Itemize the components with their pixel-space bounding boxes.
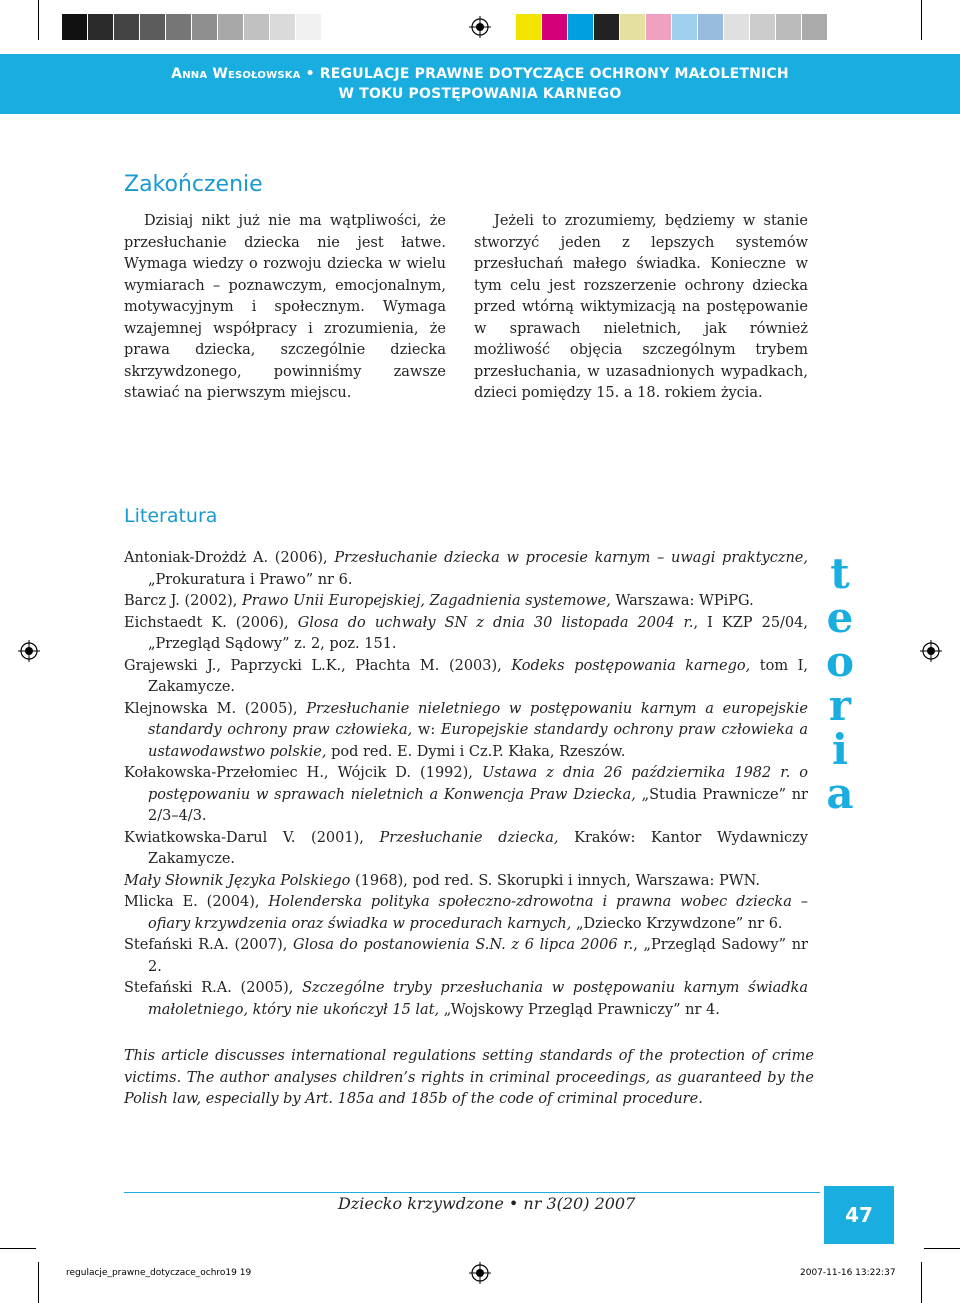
reference-text: Kraków: Kantor Wydawniczy Zakamycze. <box>148 829 808 867</box>
color-swatch <box>166 14 192 40</box>
footer-rule <box>124 1192 820 1193</box>
reference-text: Mlicka E. (2004), <box>124 894 269 910</box>
color-swatch <box>88 14 114 40</box>
reference-text: tom I, Zakamycze. <box>148 657 809 695</box>
header-author: Anna Wesołowska <box>171 66 301 82</box>
color-swatch <box>296 14 322 40</box>
color-swatch <box>140 14 166 40</box>
reference-title: Kodeks postępowania karnego, <box>511 657 751 674</box>
color-swatch <box>698 14 724 40</box>
reference-item <box>124 935 808 978</box>
reference-text: Kwiatkowska-Darul V. (2001), <box>124 829 380 846</box>
section-label-letter: i <box>832 725 848 774</box>
print-slug-filename: regulacje_prawne_dotyczace_ochro19 19 <box>66 1268 252 1278</box>
conclusion-heading: Zakończenie <box>124 172 263 197</box>
color-swatch <box>672 14 698 40</box>
crop-mark <box>921 1262 922 1303</box>
reference-item <box>124 892 808 935</box>
page-number: 47 <box>824 1186 894 1244</box>
color-swatch <box>62 14 88 40</box>
section-label-letter: e <box>826 593 854 642</box>
reference-item <box>124 978 808 1021</box>
color-swatch <box>244 14 270 40</box>
conclusion-left-column <box>124 211 446 405</box>
running-header <box>0 54 960 114</box>
section-label-letter: t <box>830 549 850 598</box>
color-swatch <box>620 14 646 40</box>
reference-item <box>124 828 808 871</box>
footer-journal: Dziecko krzywdzone • nr 3(20) 2007 <box>338 1194 636 1213</box>
conclusion-paragraph-left: Dzisiaj nikt już nie ma wątpliwości, że przesłuchanie dziecka nie jest łatwe. Wymaga wiedzy o rozwoju dziecka w wielu wymiarach – poznawczym, emocjonalnym, motywacyjnym i społecznym. Wymaga wzajemnej współpracy i zrozumienia, że prawa dziecka, szczególnie dziecka skrzywdzonego, powinniśmy zawsze stawiać na pierwszym miejscu. <box>124 213 446 401</box>
reference-text: „Studia Prawnicze” nr 2/3–4/3. <box>148 786 808 824</box>
print-slug-timestamp: 2007-11-16 13:22:37 <box>800 1268 896 1278</box>
registration-mark-icon <box>18 640 40 662</box>
reference-item <box>124 548 808 591</box>
reference-item <box>124 763 808 828</box>
reference-text: „Wojskowy Przegląd Prawniczy” nr 4. <box>439 1001 720 1018</box>
header-separator: • <box>305 66 315 82</box>
color-swatch <box>750 14 776 40</box>
reference-text: „Dziecko Krzywdzone” nr 6. <box>571 915 783 932</box>
reference-text: Warszawa: WPiPG. <box>610 593 754 609</box>
reference-text: Eichstaedt K. (2006), <box>124 614 298 631</box>
reference-text: , „Przegląd Sadowy” nr 2. <box>148 937 808 975</box>
reference-text: Kołakowska-Przełomiec H., Wójcik D. (1992), <box>124 765 482 781</box>
reference-text: Klejnowska M. (2005), <box>124 700 307 717</box>
color-swatch <box>114 14 140 40</box>
color-swatch <box>270 14 296 40</box>
reference-title: Prawo Unii Europejskiej, Zagadnienia systemowe, <box>241 593 611 609</box>
section-label-vertical <box>812 549 868 818</box>
reference-title: Glosa do postanowienia S.N. z 6 lipca 2006 r. <box>293 937 634 953</box>
english-abstract: This article discusses international regulations setting standards of the protection of crime victims. The author analyses children’s rights in criminal proceedings, as guaranteed by the Polish law, especially by Art. 185a and 185b of the code of criminal procedure. <box>124 1048 814 1107</box>
reference-text: , I KZP 25/04, „Przegląd Sądowy” z. 2, poz. 151. <box>148 614 808 652</box>
reference-text: Barcz J. (2002), <box>124 593 242 609</box>
color-swatch <box>802 14 828 40</box>
header-title: REGULACJE PRAWNE DOTYCZĄCE OCHRONY MAŁOLETNICH <box>319 66 789 82</box>
reference-text: (1968), pod red. S. Skorupki i innych, Warszawa: PWN. <box>350 872 760 889</box>
registration-mark-icon <box>469 1262 491 1284</box>
conclusion-right-column <box>474 211 808 405</box>
reference-item <box>124 871 808 893</box>
reference-title: Europejskie standardy ochrony praw człowieka a ustawodawstwo polskie, <box>148 722 808 760</box>
crop-mark <box>921 0 922 40</box>
crop-mark <box>38 0 39 40</box>
reference-text: „Prokuratura i Prawo” nr 6. <box>148 571 353 588</box>
color-swatch <box>516 14 542 40</box>
crop-mark <box>924 1248 960 1249</box>
color-swatch <box>218 14 244 40</box>
color-swatch <box>568 14 594 40</box>
color-swatch <box>646 14 672 40</box>
color-swatch <box>542 14 568 40</box>
registration-mark-icon <box>920 640 942 662</box>
crop-mark <box>38 1262 39 1303</box>
reference-title: Glosa do uchwały SN z dnia 30 listopada 2004 r. <box>297 614 694 631</box>
color-bar-cmyk <box>516 14 828 40</box>
header-title-line1 <box>0 66 960 82</box>
literature-heading: Literatura <box>124 505 218 527</box>
color-swatch <box>776 14 802 40</box>
reference-item <box>124 613 808 656</box>
reference-text: Grajewski J., Paprzycki L.K., Płachta M. (2003), <box>124 657 512 674</box>
reference-title: Holenderska polityka społeczno-zdrowotna i prawna wobec dziecka – ofiary krzywdzenia oraz świadka w procedurach karnych, <box>148 894 808 932</box>
color-swatch <box>724 14 750 40</box>
section-label-letter: a <box>826 769 854 818</box>
registration-mark-icon <box>469 16 491 38</box>
reference-item <box>124 699 808 764</box>
reference-title: Mały Słownik Języka Polskiego <box>124 872 351 889</box>
reference-title: Przesłuchanie nieletniego w postępowaniu karnym a europejskie standardy ochrony praw człowieka, <box>148 700 808 738</box>
color-swatch <box>192 14 218 40</box>
reference-text: w: <box>412 722 441 738</box>
header-title-line2: W TOKU POSTĘPOWANIA KARNEGO <box>338 86 622 102</box>
reference-text: Stefański R.A. (2005), <box>124 980 303 996</box>
reference-title: Ustawa z dnia 26 października 1982 r. o postępowaniu w sprawach nieletnich a Konwencja Praw Dziecka, <box>148 765 808 803</box>
color-bar-grayscale <box>62 14 322 40</box>
conclusion-paragraph-right: Jeżeli to zrozumiemy, będziemy w stanie stworzyć jeden z lepszych systemów przesłuchań małego świadka. Konieczne w tym celu jest rozszerzenie ochrony dziecka przed wtórną wiktymizacją na postępowanie w sprawach nieletnich, jak również możliwość objęcia szczególnym trybem przesłuchania, w uzasadnionych wypadkach, dzieci pomiędzy 15. a 18. rokiem życia. <box>474 213 808 401</box>
reference-text: Antoniak-Drożdż A. (2006), <box>124 550 335 566</box>
reference-list <box>124 548 808 1021</box>
section-label-letter: o <box>825 637 854 686</box>
reference-item <box>124 591 808 613</box>
reference-title: Przesłuchanie dziecka w procesie karnym – uwagi praktyczne, <box>334 550 809 566</box>
crop-mark <box>0 1248 36 1249</box>
reference-text: pod red. E. Dymi i Cz.P. Kłaka, Rzeszów. <box>326 743 626 760</box>
section-label-letter: r <box>828 681 852 730</box>
reference-item <box>124 656 808 699</box>
color-swatch <box>594 14 620 40</box>
reference-title: Przesłuchanie dziecka, <box>379 829 559 846</box>
reference-text: Stefański R.A. (2007), <box>124 937 294 953</box>
reference-title: Szczególne tryby przesłuchania w postępowaniu karnym świadka małoletniego, który nie ukończył 15 lat, <box>148 980 808 1018</box>
